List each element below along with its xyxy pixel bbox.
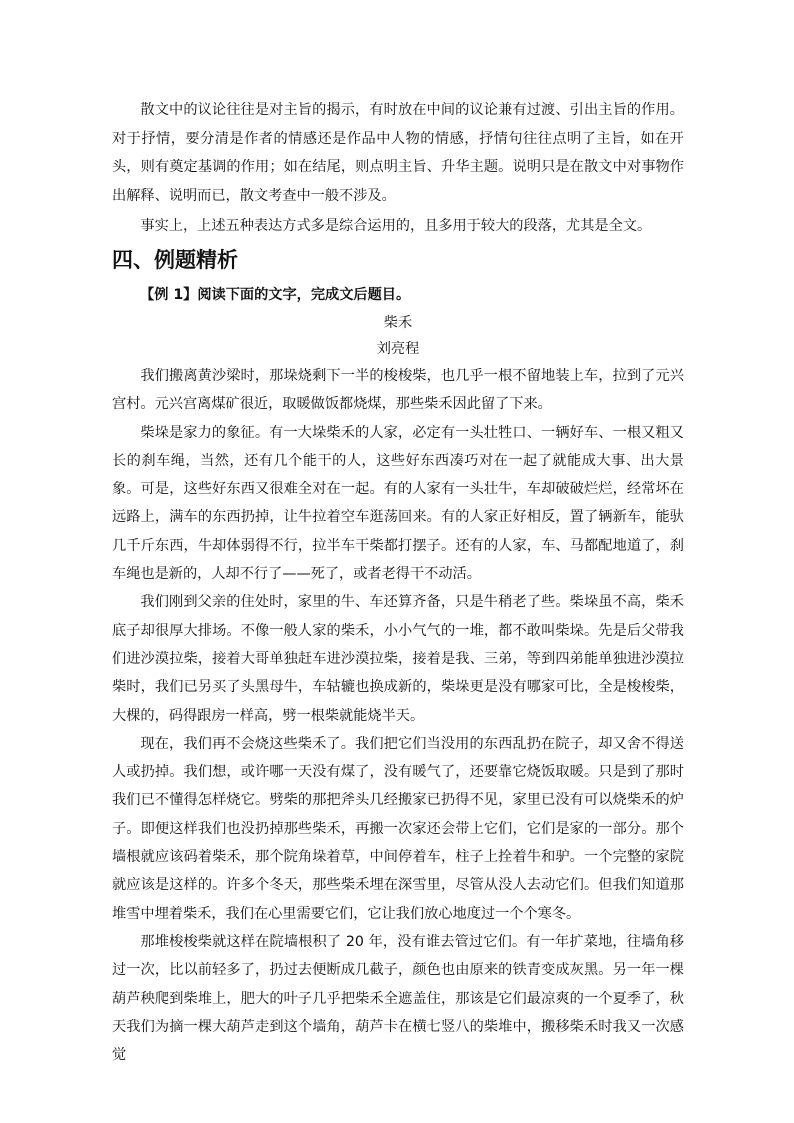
intro-section [112,96,684,241]
article-body [112,362,684,1069]
example-label: 【例 1】阅读下面的文字，完成文后题目。 [140,286,411,303]
article-paragraph-1: 我们搬离黄沙梁时，那垛烧剩下一半的梭梭柴，也几乎一根不留地装上车，拉到了元兴宫村。元兴宫离煤矿很近，取暖做饭都烧煤，那些柴禾因此留了下来。 [112,367,684,413]
section-heading: 四、例题精析 [112,247,238,272]
article-title: 柴禾 [383,314,413,331]
article-paragraph-2: 柴垛是家力的象征。有一大垛柴禾的人家，必定有一头壮牲口、一辆好车、一根又粗又长的刹车绳，当然，还有几个能干的人，这些好东西凑巧对在一起了就能成大事、出大景象。可是，这些好东西又很难全对在一起。有的人家有一头壮牛，车却破破烂烂，经常坏在远路上，满车的东西扔掉，让牛拉着空车逛荡回来。有的人家正好相反，置了辆新车，能驮几千斤东西，牛却体弱得不行，拉半车干柴都打摆子。还有的人家，车、马都配地道了，刹车绳也是新的，人却不行了——死了，或者老得干不动活。 [112,424,684,583]
intro-paragraph-1: 散文中的议论往往是对主旨的揭示，有时放在中间的议论兼有过渡、引出主旨的作用。对于抒情，要分清是作者的情感还是作品中人物的情感，抒情句往往点明了主旨，如在开头，则有奠定基调的作用；如在结尾，则点明主旨、升华主题。说明只是在散文中对事物作出解释、说明而已，散文考查中一般不涉及。 [112,102,684,204]
page-content [112,96,684,1069]
article-paragraph-3: 我们刚到父亲的住处时，家里的牛、车还算齐备，只是牛稍老了些。柴垛虽不高，柴禾底子却很厚大排场。不像一般人家的柴禾，小小气气的一堆，都不敢叫柴垛。先是后父带我们进沙漠拉柴，接着大哥单独赶车进沙漠拉柴，接着是我、三弟，等到四弟能单独进沙漠拉柴时，我们已另买了头黑母牛，车轱辘也换成新的，柴垛更是没有哪家可比，全是梭梭柴，大棵的，码得跟房一样高，劈一根柴就能烧半天。 [112,594,684,724]
article-author: 刘亮程 [376,340,420,357]
article-paragraph-4: 现在，我们再不会烧这些柴禾了。我们把它们当没用的东西乱扔在院子，却又舍不得送人或扔掉。我们想，或许哪一天没有煤了，没有暖气了，还要靠它烧饭取暖。只是到了那时我们已不懂得怎样烧它。劈柴的那把斧头几经搬家已扔得不见，家里已没有可以烧柴禾的炉子。即便这样我们也没扔掉那些柴禾，再搬一次家还会带上它们，它们是家的一部分。那个墙根就应该码着柴禾，那个院角垛着草，中间停着车，柱子上拴着牛和驴。一个完整的家院就应该是这样的。许多个冬天，那些柴禾埋在深雪里，尽管从没人去动它们。但我们知道那堆雪中埋着柴禾，我们在心里需要它们，它让我们放心地度过一个个寒冬。 [112,735,684,922]
intro-paragraph-2: 事实上，上述五种表达方式多是综合运用的，且多用于较大的段落，尤其是全文。 [140,218,652,235]
article-paragraph-5: 那堆梭梭柴就这样在院墙根积了 20 年，没有谁去管过它们。有一年扩菜地，往墙角移过一次，比以前轻多了，扔过去便断成几截子，颜色也由原来的铁青变成灰黑。另一年一棵葫芦秧爬到柴堆上，肥大的叶子几乎把柴禾全遮盖住，那该是它们最凉爽的一个夏季了，秋天我们为摘一棵大葫芦走到这个墙角，葫芦卡在横七竖八的柴堆中，搬移柴禾时我又一次感觉 [112,933,684,1064]
